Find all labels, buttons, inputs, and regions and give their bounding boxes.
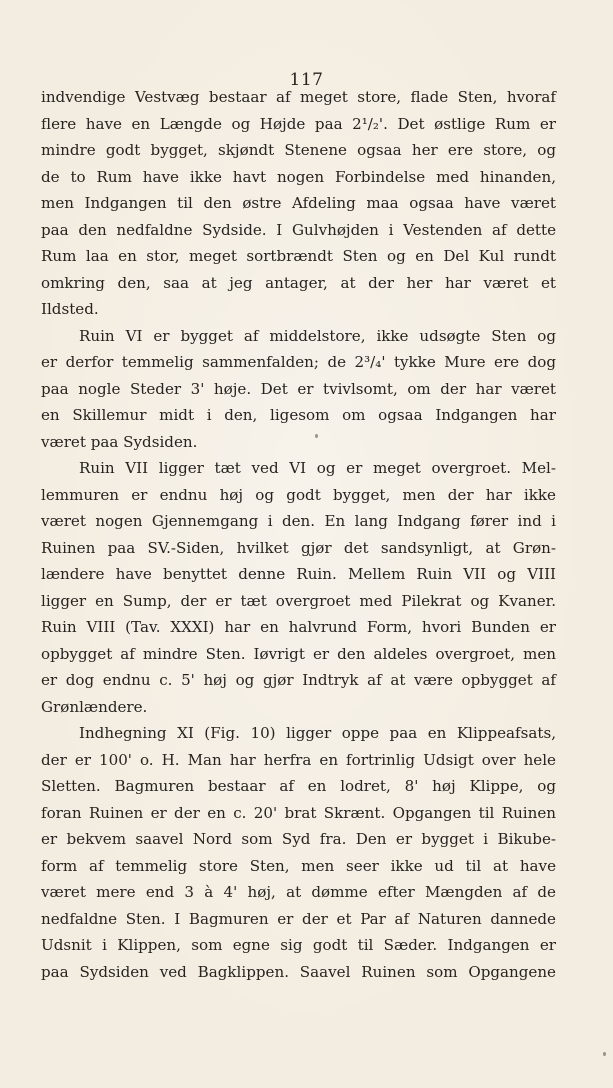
text-line: Rum laa en stor, meget sortbrændt Sten og en Del Kul rundt: [41, 247, 556, 265]
text-line: ligger en Sump, der er tæt overgroet med Pilekrat og Kvaner.: [41, 591, 556, 610]
text-line: er dog endnu c. 5' høj og gjør Indtryk af at være opbygget af: [41, 671, 556, 689]
text-line: paa Sydsiden ved Bagklippen. Saavel Ruinen som Opgangene: [41, 962, 556, 981]
text-line: mindre godt bygget, skjøndt Stenene ogsaa her ere store, og: [41, 141, 556, 159]
text-line: flere have en Længde og Højde paa 2¹/₂'. Det østlige Rum er: [41, 114, 556, 133]
text-line: Indhegning XI (Fig. 10) ligger oppe paa en Klippeafsats,: [79, 724, 556, 742]
text-line: lændere have benyttet denne Ruin. Mellem Ruin VII og VIII: [41, 565, 556, 583]
page-number: 117: [289, 70, 324, 90]
text-line: der er 100' o. H. Man har herfra en fortrinlig Udsigt over hele: [41, 750, 556, 769]
text-line: er bekvem saavel Nord som Syd fra. Den er bygget i Bikube-: [41, 830, 556, 848]
text-line: de to Rum have ikke havt nogen Forbindelse med hinanden,: [41, 167, 556, 186]
text-line: Ildsted.: [41, 300, 99, 318]
text-line: omkring den, saa at jeg antager, at der her har været et: [41, 273, 556, 292]
text-line: Sletten. Bagmuren bestaar af en lodret, 8' høj Klippe, og: [41, 777, 556, 795]
text-line: opbygget af mindre Sten. Iøvrigt er den aldeles overgroet, men: [41, 644, 556, 663]
text-line: form af temmelig store Sten, men seer ikke ud til at have: [41, 856, 556, 875]
text-line: Ruinen paa SV.-Siden, hvilket gjør det sandsynligt, at Grøn-: [41, 538, 556, 557]
text-line: en Skillemur midt i den, ligesom om ogsaa Indgangen har: [41, 406, 556, 424]
text-line: Udsnit i Klippen, som egne sig godt til Sæder. Indgangen er: [41, 936, 556, 954]
text-line: været paa Sydsiden.: [41, 432, 198, 451]
text-line: nedfaldne Sten. I Bagmuren er der et Par af Naturen dannede: [41, 909, 556, 928]
text-line: er derfor temmelig sammenfalden; de 2³/₄' tykke Mure ere dog: [41, 353, 556, 371]
text-line: Ruin VII ligger tæt ved VI og er meget overgroet. Mel-: [79, 459, 556, 477]
text-line: indvendige Vestvæg bestaar af meget store, flade Sten, hvoraf: [41, 88, 556, 106]
text-line: været nogen Gjennemgang i den. En lang Indgang fører ind i: [41, 512, 556, 530]
body-text: [41, 84, 556, 985]
text-line: paa den nedfaldne Sydside. I Gulvhøjden i Vestenden af dette: [41, 220, 556, 239]
text-line: lemmuren er endnu høj og godt bygget, men der har ikke: [41, 485, 556, 504]
text-line: paa nogle Steder 3' høje. Det er tvivlsomt, om der har været: [41, 379, 556, 398]
text-line: Ruin VIII (Tav. XXXI) har en halvrund Form, hvori Bunden er: [41, 618, 556, 636]
text-line: foran Ruinen er der en c. 20' brat Skrænt. Opgangen til Ruinen: [41, 803, 556, 822]
text-line: men Indgangen til den østre Afdeling maa ogsaa have været: [41, 194, 556, 212]
ink-speck: [603, 1052, 606, 1056]
text-line: Ruin VI er bygget af middelstore, ikke udsøgte Sten og: [79, 326, 556, 345]
ink-speck: [315, 434, 318, 438]
text-line: været mere end 3 à 4' høj, at dømme efter Mængden af de: [41, 883, 556, 901]
text-line: Grønlændere.: [41, 697, 148, 716]
